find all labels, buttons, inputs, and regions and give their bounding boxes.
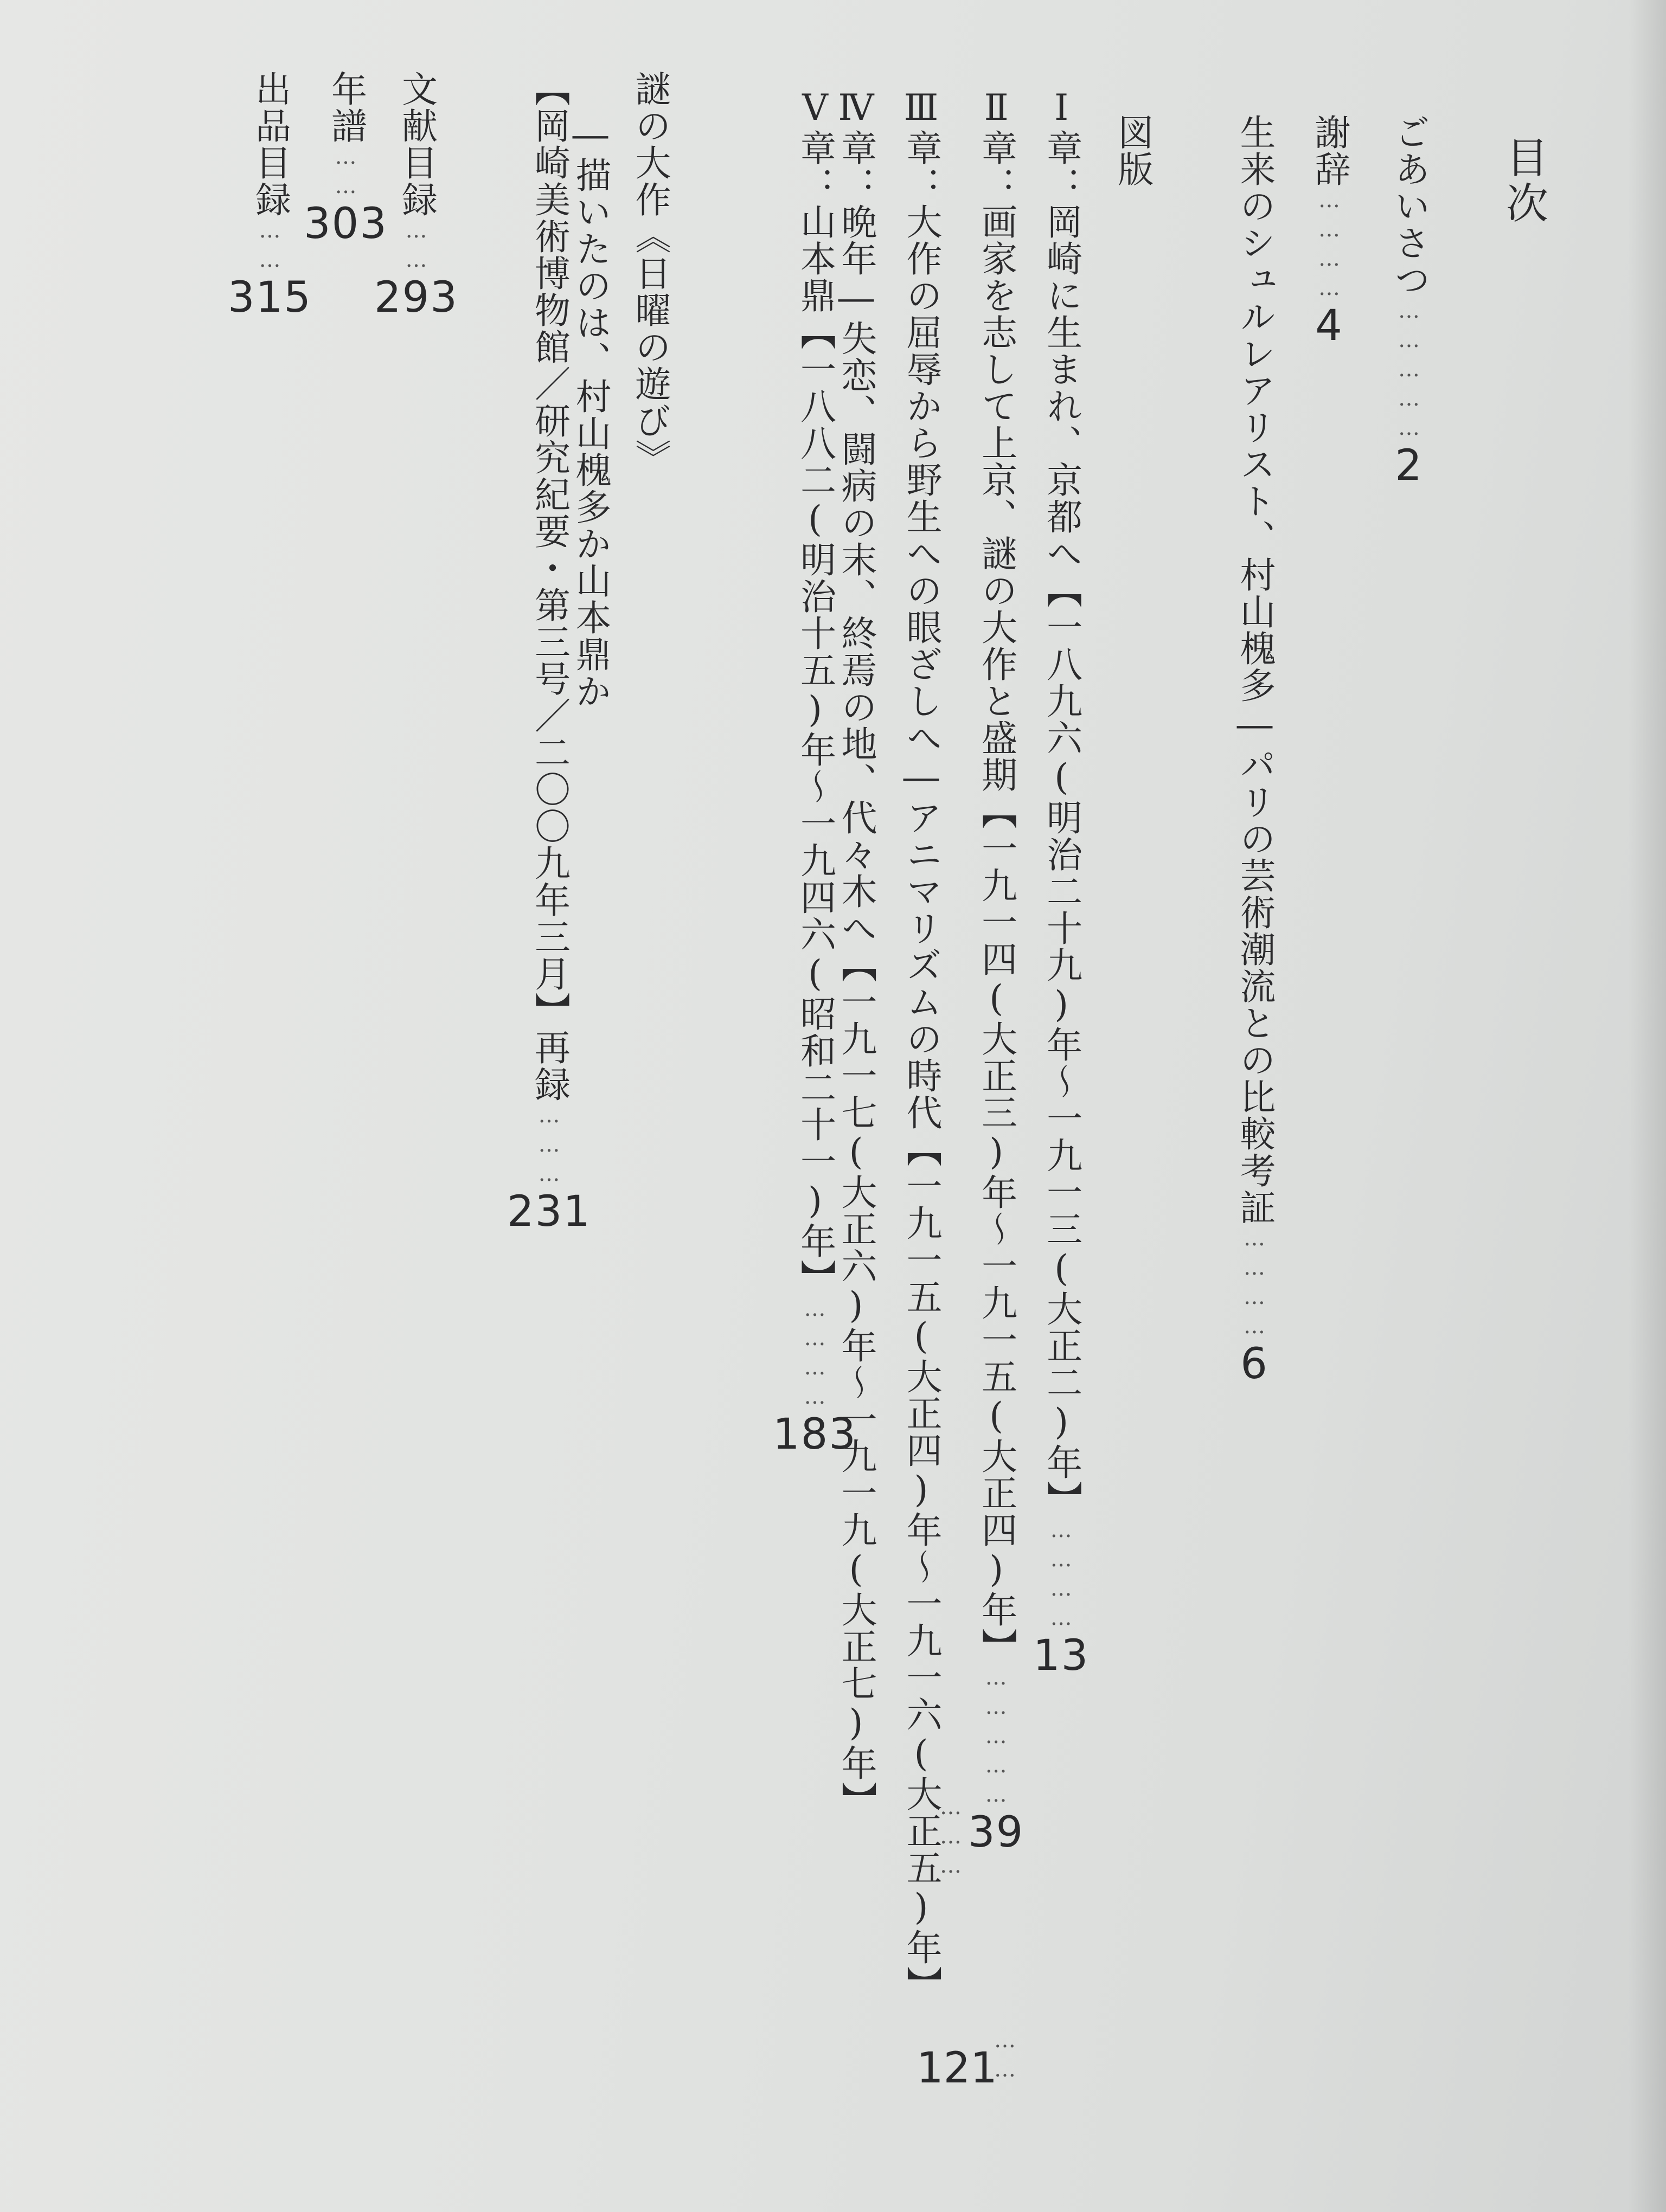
gutter-shadow bbox=[1628, 0, 1666, 2212]
toc-entry-essay[interactable] bbox=[1234, 114, 1276, 1388]
leader-dots: ………… bbox=[1242, 1226, 1267, 1343]
leader-dots: ……… bbox=[536, 1103, 562, 1191]
leader-dots-chapter-3: …… bbox=[992, 2028, 1017, 2086]
entry-label: ごあいさつ bbox=[1388, 114, 1430, 298]
leader-dots: ………… bbox=[1317, 188, 1342, 305]
page-number: 293 bbox=[374, 273, 458, 322]
leader-dots: …… bbox=[403, 218, 429, 276]
page-number: 13 bbox=[1033, 1631, 1090, 1680]
entry-label: 謝辞 bbox=[1309, 114, 1350, 188]
toc-entry-exhibits[interactable] bbox=[228, 70, 312, 322]
page-number: 231 bbox=[507, 1187, 591, 1236]
toc-entry-thanks[interactable] bbox=[1309, 114, 1350, 350]
entry-label: Ⅰ章：岡崎に生まれ、京都へ【一八九六(明治二十九)年～一九一三(大正二)年】 bbox=[1040, 87, 1082, 1517]
page-number: 303 bbox=[304, 200, 388, 248]
page-number-chapter-4: 121 bbox=[917, 2044, 997, 2093]
page-number: 183 bbox=[773, 1410, 857, 1459]
toc-entry-riddle-source bbox=[507, 70, 591, 1236]
page-number: 4 bbox=[1315, 301, 1343, 350]
entry-label: 年譜 bbox=[325, 70, 367, 144]
toc-entry-riddle-subtitle: ―描いたのは、村山槐多か山本鼎か bbox=[569, 114, 611, 710]
toc-entry-chapter-3[interactable] bbox=[900, 87, 942, 2003]
entry-label: Ⅱ章：画家を志して上京、謎の大作と盛期【一九一四(大正三)年～一九一五(大正四)年】 bbox=[975, 87, 1017, 1665]
entry-label: Ⅳ章：晩年―失恋、闘病の末、終焉の地、代々木へ【一九一七(大正六)年～一九一九(大正七)年】 bbox=[835, 87, 877, 1818]
page-number: 2 bbox=[1395, 441, 1423, 490]
toc-entry-chapter-1[interactable] bbox=[1033, 87, 1090, 1680]
page-number: 39 bbox=[968, 1808, 1024, 1857]
leader-dots: …………… bbox=[1396, 298, 1421, 445]
toc-entry-greeting[interactable] bbox=[1388, 114, 1430, 490]
entry-label: 文献目録 bbox=[395, 70, 438, 218]
toc-entry-chapter-2[interactable] bbox=[968, 87, 1024, 1857]
entry-label: 【岡崎美術博物館／研究紀要・第三号／二〇〇九年三月】再録 bbox=[528, 70, 571, 1103]
leader-dots: ………… bbox=[802, 1296, 828, 1413]
leader-dots: …………… bbox=[983, 1665, 1009, 1811]
page-number: 6 bbox=[1240, 1340, 1268, 1388]
toc-title: 目次 bbox=[1499, 136, 1548, 227]
page-number: 315 bbox=[228, 273, 312, 322]
entry-label: 生来のシュルレアリスト、村山槐多―パリの芸術潮流との比較考証 bbox=[1234, 114, 1276, 1226]
toc-entry-chapter-5[interactable] bbox=[773, 87, 857, 1459]
toc-entry-chronology[interactable] bbox=[304, 70, 388, 248]
entry-label: 出品目録 bbox=[249, 70, 291, 218]
entry-label: Ⅴ章：山本鼎【一八八二(明治十五)年～一九四六(昭和二十一)年】 bbox=[794, 87, 836, 1296]
toc-entry-riddle-title[interactable]: 謎の大作《日曜の遊び》 bbox=[629, 70, 671, 476]
leader-dots-chapter-4: ……… bbox=[938, 1795, 963, 1882]
leader-dots: …… bbox=[257, 218, 283, 276]
leader-dots: …… bbox=[333, 144, 358, 203]
section-heading-plates: 図版 bbox=[1112, 114, 1154, 188]
leader-dots: ………… bbox=[1048, 1517, 1074, 1635]
entry-label: Ⅲ章：大作の屈辱から野生への眼ざしへ―アニマリズムの時代【一九一五(大正四)年～一九一六(大正五)年】 bbox=[900, 87, 942, 2003]
